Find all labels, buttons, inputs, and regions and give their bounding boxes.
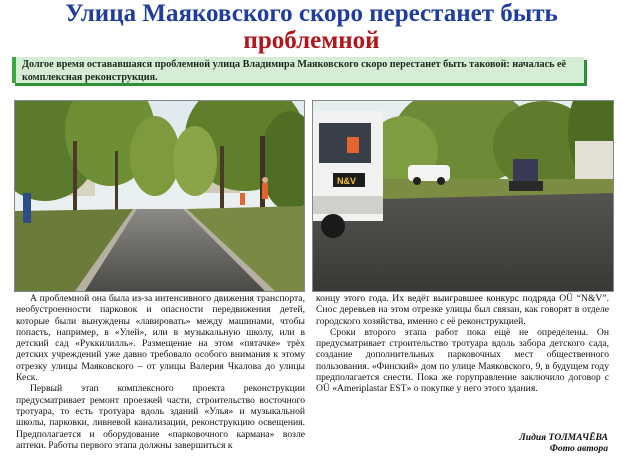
truck-logo-text: N&V: [337, 176, 357, 186]
photo-road-truck: [312, 100, 614, 292]
photo-credit: Фото автора: [549, 443, 608, 454]
photo-street-trees: [14, 100, 305, 292]
author-byline: [519, 432, 608, 454]
author-name: Лидия ТОЛМАЧЁВА: [519, 432, 608, 443]
headline-line-1: Улица Маяковского скоро перестанет быть: [65, 0, 558, 27]
article-headline: [0, 0, 623, 54]
body-left-paragraph-1: А проблемной она была из-за интенсивного движения транспорта, необустроенности парковок и опасности передвижения детей, которые были вынуждены «лавировать» между машинами, чтобы попасть, например, в «Улей», или в музыкальную школу, или в детский сад «Руккилилль». Размещение на этом «пятачке» трёх детских учреждений уже давно требовало особого внимания к этому отрезку улицы Маяковского – от улицы Валерия Чкалова до улицы Кеск.: [16, 293, 305, 384]
body-right-paragraph-1: концу этого года. Их ведёт выигравшее конкурс подряда OÜ “N&V”. Снос деревьев на этом отрезке улицы был связан, как говорят в отделе городского хозяйства, именно с её реконструкцией.: [316, 293, 609, 327]
photo-road-truck-image: [313, 101, 613, 291]
headline-line-2: проблемной: [243, 27, 380, 54]
body-column-right: [316, 293, 609, 395]
lead-paragraph: Долгое время остававшаяся проблемной улица Владимира Маяковского скоро перестанет быть таковой: началась её комплексная реконструкция.: [12, 57, 584, 83]
body-right-paragraph-2: Сроки второго этапа работ пока ещё не определены. Он предусматривает строительство тротуара вдоль забора детского сада, создание дополнительных парковочных мест общественного пользования. «Финский» дом по улице Маяковского, 9, в будущем году предполагается снести. Пока же горуправление заключило договор с OÜ «Ameriplastar EST» о покупке у него этого здания.: [316, 326, 609, 395]
body-column-left: [16, 293, 305, 451]
photo-street-trees-image: [15, 101, 304, 291]
body-left-paragraph-2: Первый этап комплексного проекта реконструкции предусматривает ремонт проезжей части, строительство восточного тротуара, то есть тротуара вдоль зданий «Улья» и музыкальной школы, парковки, ливневой канализации, реконструкцию освещения. Предполагается и оборудование «парковочного кармана» возле аптеки. Работы первого этапа должны завершиться к: [16, 383, 305, 451]
